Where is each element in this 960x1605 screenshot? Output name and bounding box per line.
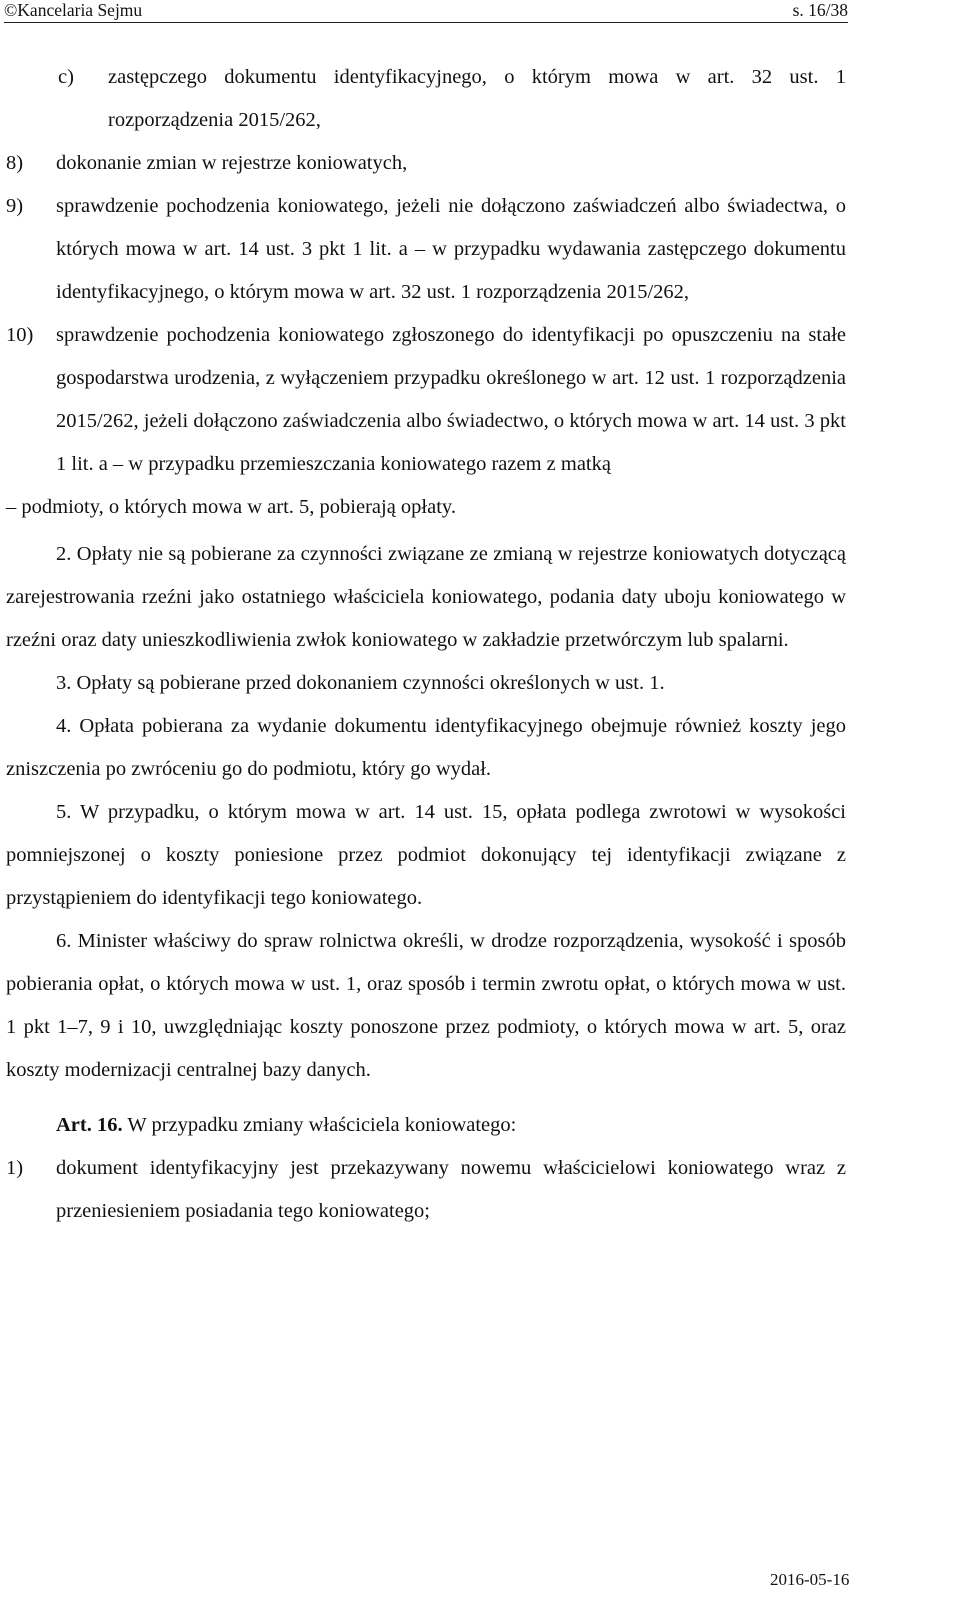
list-item-text: sprawdzenie pochodzenia koniowatego zgłoszonego do identyfikacji po opuszczeniu na stałe gospodarstwa urodzenia, z wyłączeniem przypadku określonego w art. 12 ust. 1 rozporządzenia 2015/262, jeżeli dołączono zaświadczenia albo świadectwo, o których mowa w art. 14 ust. 3 pkt 1 lit. a – w przypadku przemieszczania koniowatego razem z matką	[56, 324, 846, 475]
article-list-item	[6, 1147, 846, 1233]
list-item-text: dokument identyfikacyjny jest przekazywany nowemu właścicielowi koniowatego wraz z przeniesieniem posiadania tego koniowatego;	[56, 1157, 846, 1222]
list-item-number: 8)	[6, 152, 24, 174]
document-body	[6, 56, 846, 1233]
list-item-number: 1)	[6, 1157, 24, 1179]
article-label: Art. 16.	[56, 1114, 123, 1136]
list-item-number: 10)	[6, 324, 34, 346]
list-item-text: sprawdzenie pochodzenia koniowatego, jeżeli nie dołączono zaświadczeń albo świadectwa, o których mowa w art. 14 ust. 3 pkt 1 lit. a – w przypadku wydawania zastępczego dokumentu identyfikacyjnego, o którym mowa w art. 32 ust. 1 rozporządzenia 2015/262,	[56, 195, 846, 303]
list-item-text: dokonanie zmian w rejestrze koniowatych,	[56, 152, 408, 174]
article-text: W przypadku zmiany właściciela koniowatego:	[122, 1114, 517, 1136]
page-header	[4, 0, 848, 23]
list-item-number: 9)	[6, 195, 24, 217]
list-item-number: c)	[58, 66, 74, 88]
footer-date: 2016-05-16	[770, 1570, 850, 1589]
list-item	[6, 142, 846, 185]
list-item-text: zastępczego dokumentu identyfikacyjnego, o którym mowa w art. 32 ust. 1 rozporządzenia 2015/262,	[108, 66, 846, 131]
paragraph-2: 2. Opłaty nie są pobierane za czynności związane ze zmianą w rejestrze koniowatych dotyczącą zarejestrowania rzeźni jako ostatniego właściciela koniowatego, podania daty uboju koniowatego w rzeźni oraz daty unieszkodliwienia zwłok koniowatego w zakładzie przetwórczym lub spalarni.	[6, 543, 846, 651]
list-item	[6, 185, 846, 314]
list-tail: – podmioty, o których mowa w art. 5, pobierają opłaty.	[6, 496, 456, 518]
paragraph-6: 6. Minister właściwy do spraw rolnictwa określi, w drodze rozporządzenia, wysokość i sposób pobierania opłat, o których mowa w ust. 1, oraz sposób i termin zwrotu opłat, o których mowa w ust. 1 pkt 1–7, 9 i 10, uwzględniając koszty ponoszone przez podmioty, o których mowa w art. 5, oraz koszty modernizacji centralnej bazy danych.	[6, 930, 846, 1081]
list-item	[6, 314, 846, 486]
paragraph-3: 3. Opłaty są pobierane przed dokonaniem czynności określonych w ust. 1.	[56, 672, 665, 694]
paragraph-5: 5. W przypadku, o którym mowa w art. 14 ust. 15, opłata podlega zwrotowi w wysokości pomniejszonej o koszty poniesione przez podmiot dokonujący tej identyfikacji związane z przystąpieniem do identyfikacji tego koniowatego.	[6, 801, 846, 909]
header-page-number: s. 16/38	[792, 0, 848, 20]
article-heading	[6, 1104, 846, 1147]
paragraph-4: 4. Opłata pobierana za wydanie dokumentu identyfikacyjnego obejmuje również koszty jego zniszczenia po zwróceniu go do podmiotu, który go wydał.	[6, 715, 846, 780]
list-item	[6, 56, 846, 142]
header-publisher: ©Kancelaria Sejmu	[4, 0, 143, 20]
